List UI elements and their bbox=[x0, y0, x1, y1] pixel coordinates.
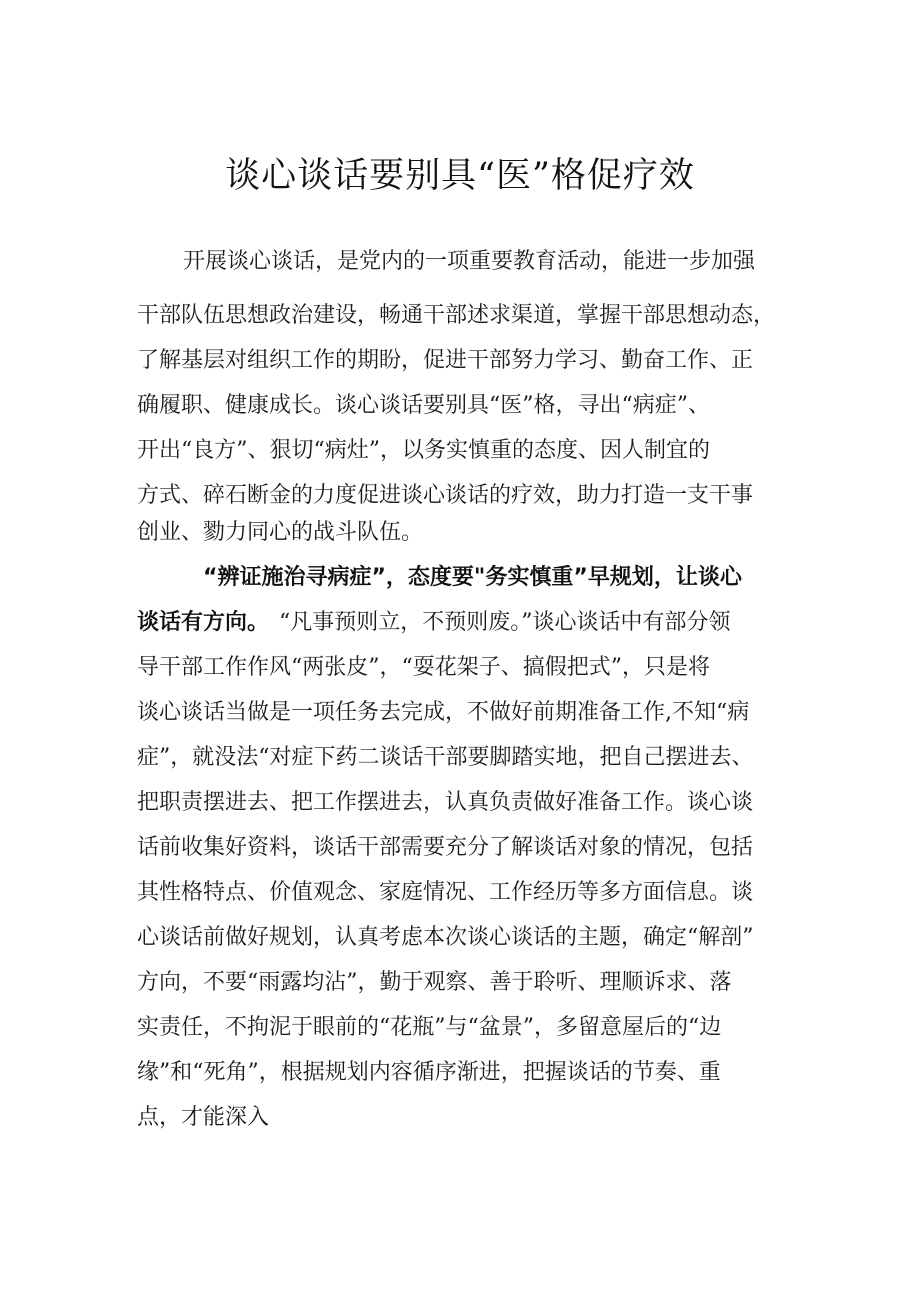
paragraph-text: 缘”和“死角”，根据规划内容循序渐进，把握谈话的节奏、重 bbox=[137, 1060, 721, 1085]
paragraph-text: 症”，就没法“对症下药二谈话干部要脚踏实地，把自己摆进去、 bbox=[137, 745, 754, 770]
paragraph-text: 方式、碎石断金的力度促进谈心谈话的疗效，助力打造一支干事 bbox=[137, 483, 754, 508]
paragraph-line bbox=[0, 513, 920, 553]
paragraph-line bbox=[0, 738, 920, 778]
paragraph-text: 方向，不要“雨露均沾”，勤于观察、善于聆听、理顺诉求、落 bbox=[137, 970, 732, 995]
document-title: 谈心谈话要别具“医”格促疗效 bbox=[225, 156, 695, 196]
paragraph-line bbox=[0, 783, 920, 823]
paragraph-line bbox=[0, 431, 920, 471]
paragraph-text: 其性格特点、价值观念、家庭情况、工作经历等多方面信息。谈 bbox=[137, 880, 754, 905]
paragraph-line bbox=[0, 242, 920, 282]
paragraph-line bbox=[0, 296, 920, 336]
paragraph-text: 干部队伍思想政治建设，畅通干部述求渠道，掌握干部思想动态， bbox=[137, 303, 776, 328]
paragraph-line bbox=[0, 1098, 920, 1138]
paragraph-text: 点，才能深入 bbox=[137, 1105, 270, 1130]
paragraph-text: 开出“良方”、狠切“病灶”，以务实慎重的态度、因人制宜的 bbox=[137, 438, 710, 463]
paragraph-line bbox=[0, 828, 920, 868]
paragraph-text: 导干部工作作风“两张皮”，“耍花架子、搞假把式”，只是将 bbox=[137, 655, 710, 680]
paragraph-line bbox=[0, 693, 920, 733]
section-heading-continued: 谈话有方向。 bbox=[137, 610, 270, 635]
paragraph-text: 实责任，不拘泥于眼前的“花瓶”与“盆景”，多留意屋后的“边 bbox=[137, 1015, 722, 1040]
paragraph-line bbox=[0, 648, 920, 688]
paragraph-line bbox=[0, 918, 920, 958]
paragraph-line bbox=[0, 476, 920, 516]
paragraph-text: “凡事预则立，不预则废。”谈心谈话中有部分领 bbox=[279, 610, 731, 635]
paragraph-text: 开展谈心谈话，是党内的一项重要教育活动，能进一步加强 bbox=[183, 249, 756, 274]
paragraph-line bbox=[0, 386, 920, 426]
paragraph-text: 确履职、健康成长。谈心谈话要别具“医”格，寻出“病症”、 bbox=[137, 393, 710, 418]
paragraph-line bbox=[0, 1008, 920, 1048]
paragraph-line bbox=[0, 603, 920, 643]
paragraph-text: 谈心谈话当做是一项任务去完成，不做好前期准备工作,不知“病 bbox=[137, 700, 750, 725]
paragraph-text: 话前收集好资料，谈话干部需要充分了解谈话对象的情况，包括 bbox=[137, 835, 754, 860]
paragraph-line bbox=[0, 341, 920, 381]
paragraph-line bbox=[0, 873, 920, 913]
paragraph-line bbox=[0, 963, 920, 1003]
paragraph-text: 把职责摆进去、把工作摆进去，认真负责做好准备工作。谈心谈 bbox=[137, 790, 754, 815]
paragraph-line bbox=[0, 1053, 920, 1093]
paragraph-text: 创业、勠力同心的战斗队伍。 bbox=[137, 520, 424, 545]
paragraph-text: 心谈话前做好规划，认真考虑本次谈心谈话的主题，确定“解剖” bbox=[137, 925, 754, 950]
paragraph-line bbox=[0, 558, 920, 598]
paragraph-text: 了解基层对组织工作的期盼，促进干部努力学习、勤奋工作、正 bbox=[137, 348, 754, 373]
section-heading: “辨证施治寻病症”，态度要"务实慎重”早规划，让谈心 bbox=[203, 565, 742, 590]
